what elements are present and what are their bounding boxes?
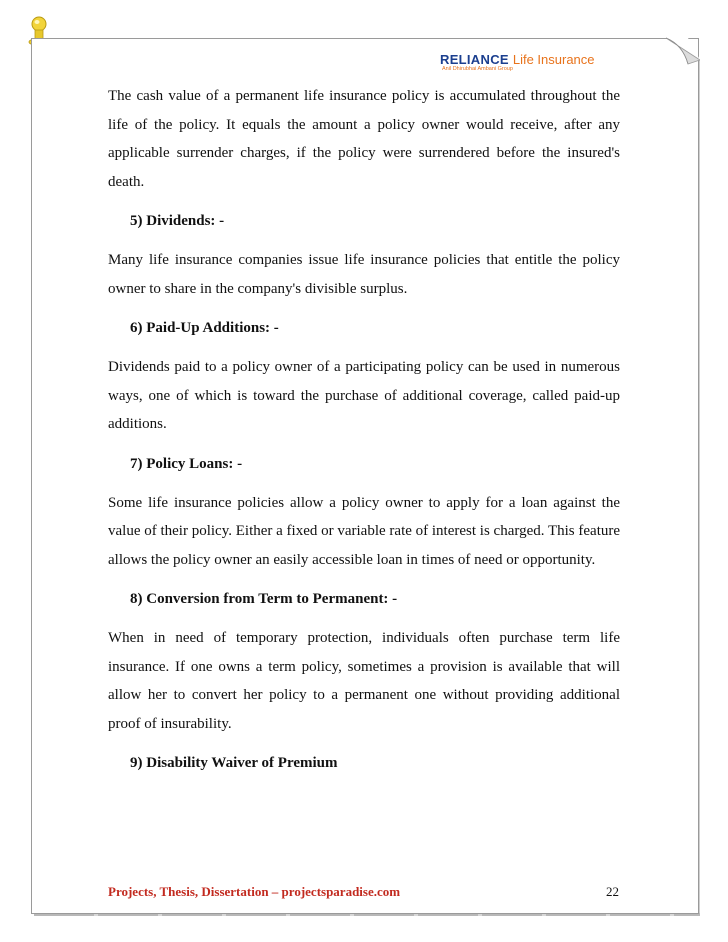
section-text-dividends: Many life insurance companies issue life insurance policies that entitle the policy owner to share in the company's divisible surplus. bbox=[108, 252, 620, 297]
section-heading-policy-loans: 7) Policy Loans: - bbox=[130, 455, 243, 472]
reliance-logo bbox=[440, 51, 620, 75]
logo-product: Life Insurance bbox=[512, 52, 595, 67]
section-heading-disability-waiver: 9) Disability Waiver of Premium bbox=[130, 755, 338, 771]
intro-paragraph: The cash value of a permanent life insurance policy is accumulated throughout the life of the policy. It equals the amount a policy owner would receive, after any applicable surrender charges, if the policy were surrendered before the insured's death. bbox=[108, 88, 620, 190]
page-curl-icon bbox=[666, 36, 700, 66]
logo-brand: RELIANCE bbox=[440, 52, 509, 67]
footer-source: Projects, Thesis, Dissertation – projectsparadise.com bbox=[108, 884, 401, 899]
section-heading-paid-up-additions: 6) Paid-Up Additions: - bbox=[130, 320, 279, 336]
section-text-policy-loans: Some life insurance policies allow a policy owner to apply for a loan against the value of their policy. Either a fixed or variable rate of interest is charged. This feature allows the policy owner an easily accessible loan in times of need or opportunity. bbox=[108, 494, 621, 568]
section-heading-conversion: 8) Conversion from Term to Permanent: - bbox=[130, 591, 398, 607]
page-number: 22 bbox=[606, 884, 619, 899]
section-text-conversion: When in need of temporary protection, individuals often purchase term life insurance. If one owns a term policy, sometimes a provision is available that will allow her to convert her policy to a permanent one without providing additional proof of insurability. bbox=[108, 630, 620, 732]
page-content bbox=[108, 82, 620, 775]
section-heading-dividends: 5) Dividends: - bbox=[130, 213, 225, 229]
logo-tagline: Anil Dhirubhai Ambani Group bbox=[442, 66, 513, 72]
section-text-paid-up-additions: Dividends paid to a policy owner of a participating policy can be used in numerous ways, one of which is toward the purchase of additional coverage, called paid-up additions. bbox=[108, 359, 620, 432]
